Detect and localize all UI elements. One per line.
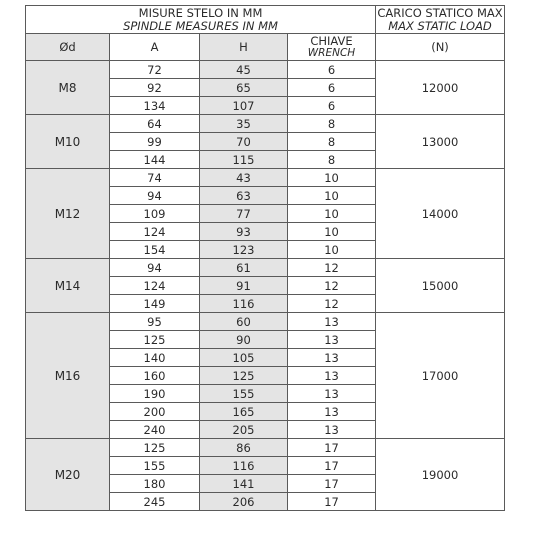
table-row [26,169,505,187]
wrench-size-cell: 8 [288,151,376,169]
thread-size-cell: M12 [26,169,110,259]
table-row [26,259,505,277]
dimension-h-cell: 206 [200,493,288,511]
wrench-size-cell: 6 [288,97,376,115]
wrench-size-cell: 6 [288,61,376,79]
col-header-load-unit: (N) [376,34,505,61]
spec-table-body [26,61,505,511]
dimension-h-cell: 107 [200,97,288,115]
thread-size-cell: M16 [26,313,110,439]
dimension-a-cell: 160 [110,367,200,385]
dimension-h-cell: 105 [200,349,288,367]
wrench-size-cell: 17 [288,475,376,493]
header-row-columns [26,34,505,61]
dimension-h-cell: 77 [200,205,288,223]
wrench-size-cell: 12 [288,259,376,277]
dimension-h-cell: 63 [200,187,288,205]
dimension-a-cell: 72 [110,61,200,79]
dimension-a-cell: 125 [110,331,200,349]
static-load-header [376,6,505,34]
wrench-size-cell: 17 [288,439,376,457]
dimension-h-cell: 141 [200,475,288,493]
static-load-cell: 14000 [376,169,505,259]
col-header-h: H [200,34,288,61]
table-row [26,61,505,79]
dimension-a-cell: 155 [110,457,200,475]
dimension-a-cell: 124 [110,277,200,295]
header-row-titles [26,6,505,34]
thread-size-cell: M8 [26,61,110,115]
dimension-a-cell: 125 [110,439,200,457]
dimension-h-cell: 43 [200,169,288,187]
static-load-cell: 17000 [376,313,505,439]
stem-measures-header [26,6,376,34]
wrench-size-cell: 13 [288,385,376,403]
load-title: CARICO STATICO MAX [377,5,503,20]
dimension-h-cell: 45 [200,61,288,79]
dimension-a-cell: 134 [110,97,200,115]
wrench-size-cell: 10 [288,187,376,205]
static-load-cell: 13000 [376,115,505,169]
dimension-h-cell: 70 [200,133,288,151]
wrench-size-cell: 10 [288,241,376,259]
dimension-h-cell: 116 [200,457,288,475]
col-header-wrench [288,34,376,61]
wrench-size-cell: 10 [288,223,376,241]
stem-title: MISURE STELO IN MM [138,5,263,20]
wrench-size-cell: 13 [288,421,376,439]
wrench-size-cell: 17 [288,457,376,475]
wrench-label-it: CHIAVE [310,34,353,48]
dimension-a-cell: 99 [110,133,200,151]
thread-size-cell: M14 [26,259,110,313]
wrench-size-cell: 12 [288,295,376,313]
dimension-a-cell: 94 [110,259,200,277]
dimension-h-cell: 35 [200,115,288,133]
dimension-a-cell: 240 [110,421,200,439]
dimension-a-cell: 245 [110,493,200,511]
dimension-a-cell: 92 [110,79,200,97]
dimension-a-cell: 180 [110,475,200,493]
static-load-cell: 12000 [376,61,505,115]
wrench-size-cell: 10 [288,169,376,187]
dimension-a-cell: 149 [110,295,200,313]
table-row [26,313,505,331]
wrench-size-cell: 13 [288,367,376,385]
dimension-a-cell: 124 [110,223,200,241]
wrench-size-cell: 6 [288,79,376,97]
wrench-size-cell: 8 [288,115,376,133]
wrench-size-cell: 12 [288,277,376,295]
wrench-size-cell: 13 [288,349,376,367]
dimension-h-cell: 205 [200,421,288,439]
table-row [26,115,505,133]
dimension-h-cell: 86 [200,439,288,457]
dimension-a-cell: 64 [110,115,200,133]
wrench-size-cell: 13 [288,331,376,349]
wrench-size-cell: 10 [288,205,376,223]
dimension-a-cell: 74 [110,169,200,187]
dimension-h-cell: 90 [200,331,288,349]
thread-size-cell: M10 [26,115,110,169]
dimension-a-cell: 200 [110,403,200,421]
dimension-h-cell: 123 [200,241,288,259]
dimension-h-cell: 65 [200,79,288,97]
table-row [26,439,505,457]
dimension-a-cell: 190 [110,385,200,403]
static-load-cell: 15000 [376,259,505,313]
stem-subtitle: SPINDLE MEASURES IN MM [123,18,278,33]
dimension-h-cell: 60 [200,313,288,331]
col-header-a: A [110,34,200,61]
dimension-h-cell: 116 [200,295,288,313]
dimension-a-cell: 95 [110,313,200,331]
static-load-cell: 19000 [376,439,505,511]
dimension-h-cell: 125 [200,367,288,385]
dimension-a-cell: 154 [110,241,200,259]
wrench-size-cell: 13 [288,403,376,421]
wrench-size-cell: 13 [288,313,376,331]
dimension-h-cell: 91 [200,277,288,295]
dimension-h-cell: 115 [200,151,288,169]
dimension-h-cell: 165 [200,403,288,421]
dimension-h-cell: 61 [200,259,288,277]
thread-size-cell: M20 [26,439,110,511]
wrench-size-cell: 17 [288,493,376,511]
dimension-a-cell: 144 [110,151,200,169]
wrench-label-en: WRENCH [307,47,356,59]
load-subtitle: MAX STATIC LOAD [388,18,492,33]
wrench-size-cell: 8 [288,133,376,151]
dimension-h-cell: 155 [200,385,288,403]
dimension-a-cell: 140 [110,349,200,367]
dimension-a-cell: 109 [110,205,200,223]
dimension-a-cell: 94 [110,187,200,205]
spindle-spec-table [25,5,505,511]
dimension-h-cell: 93 [200,223,288,241]
col-header-diameter: Ød [26,34,110,61]
